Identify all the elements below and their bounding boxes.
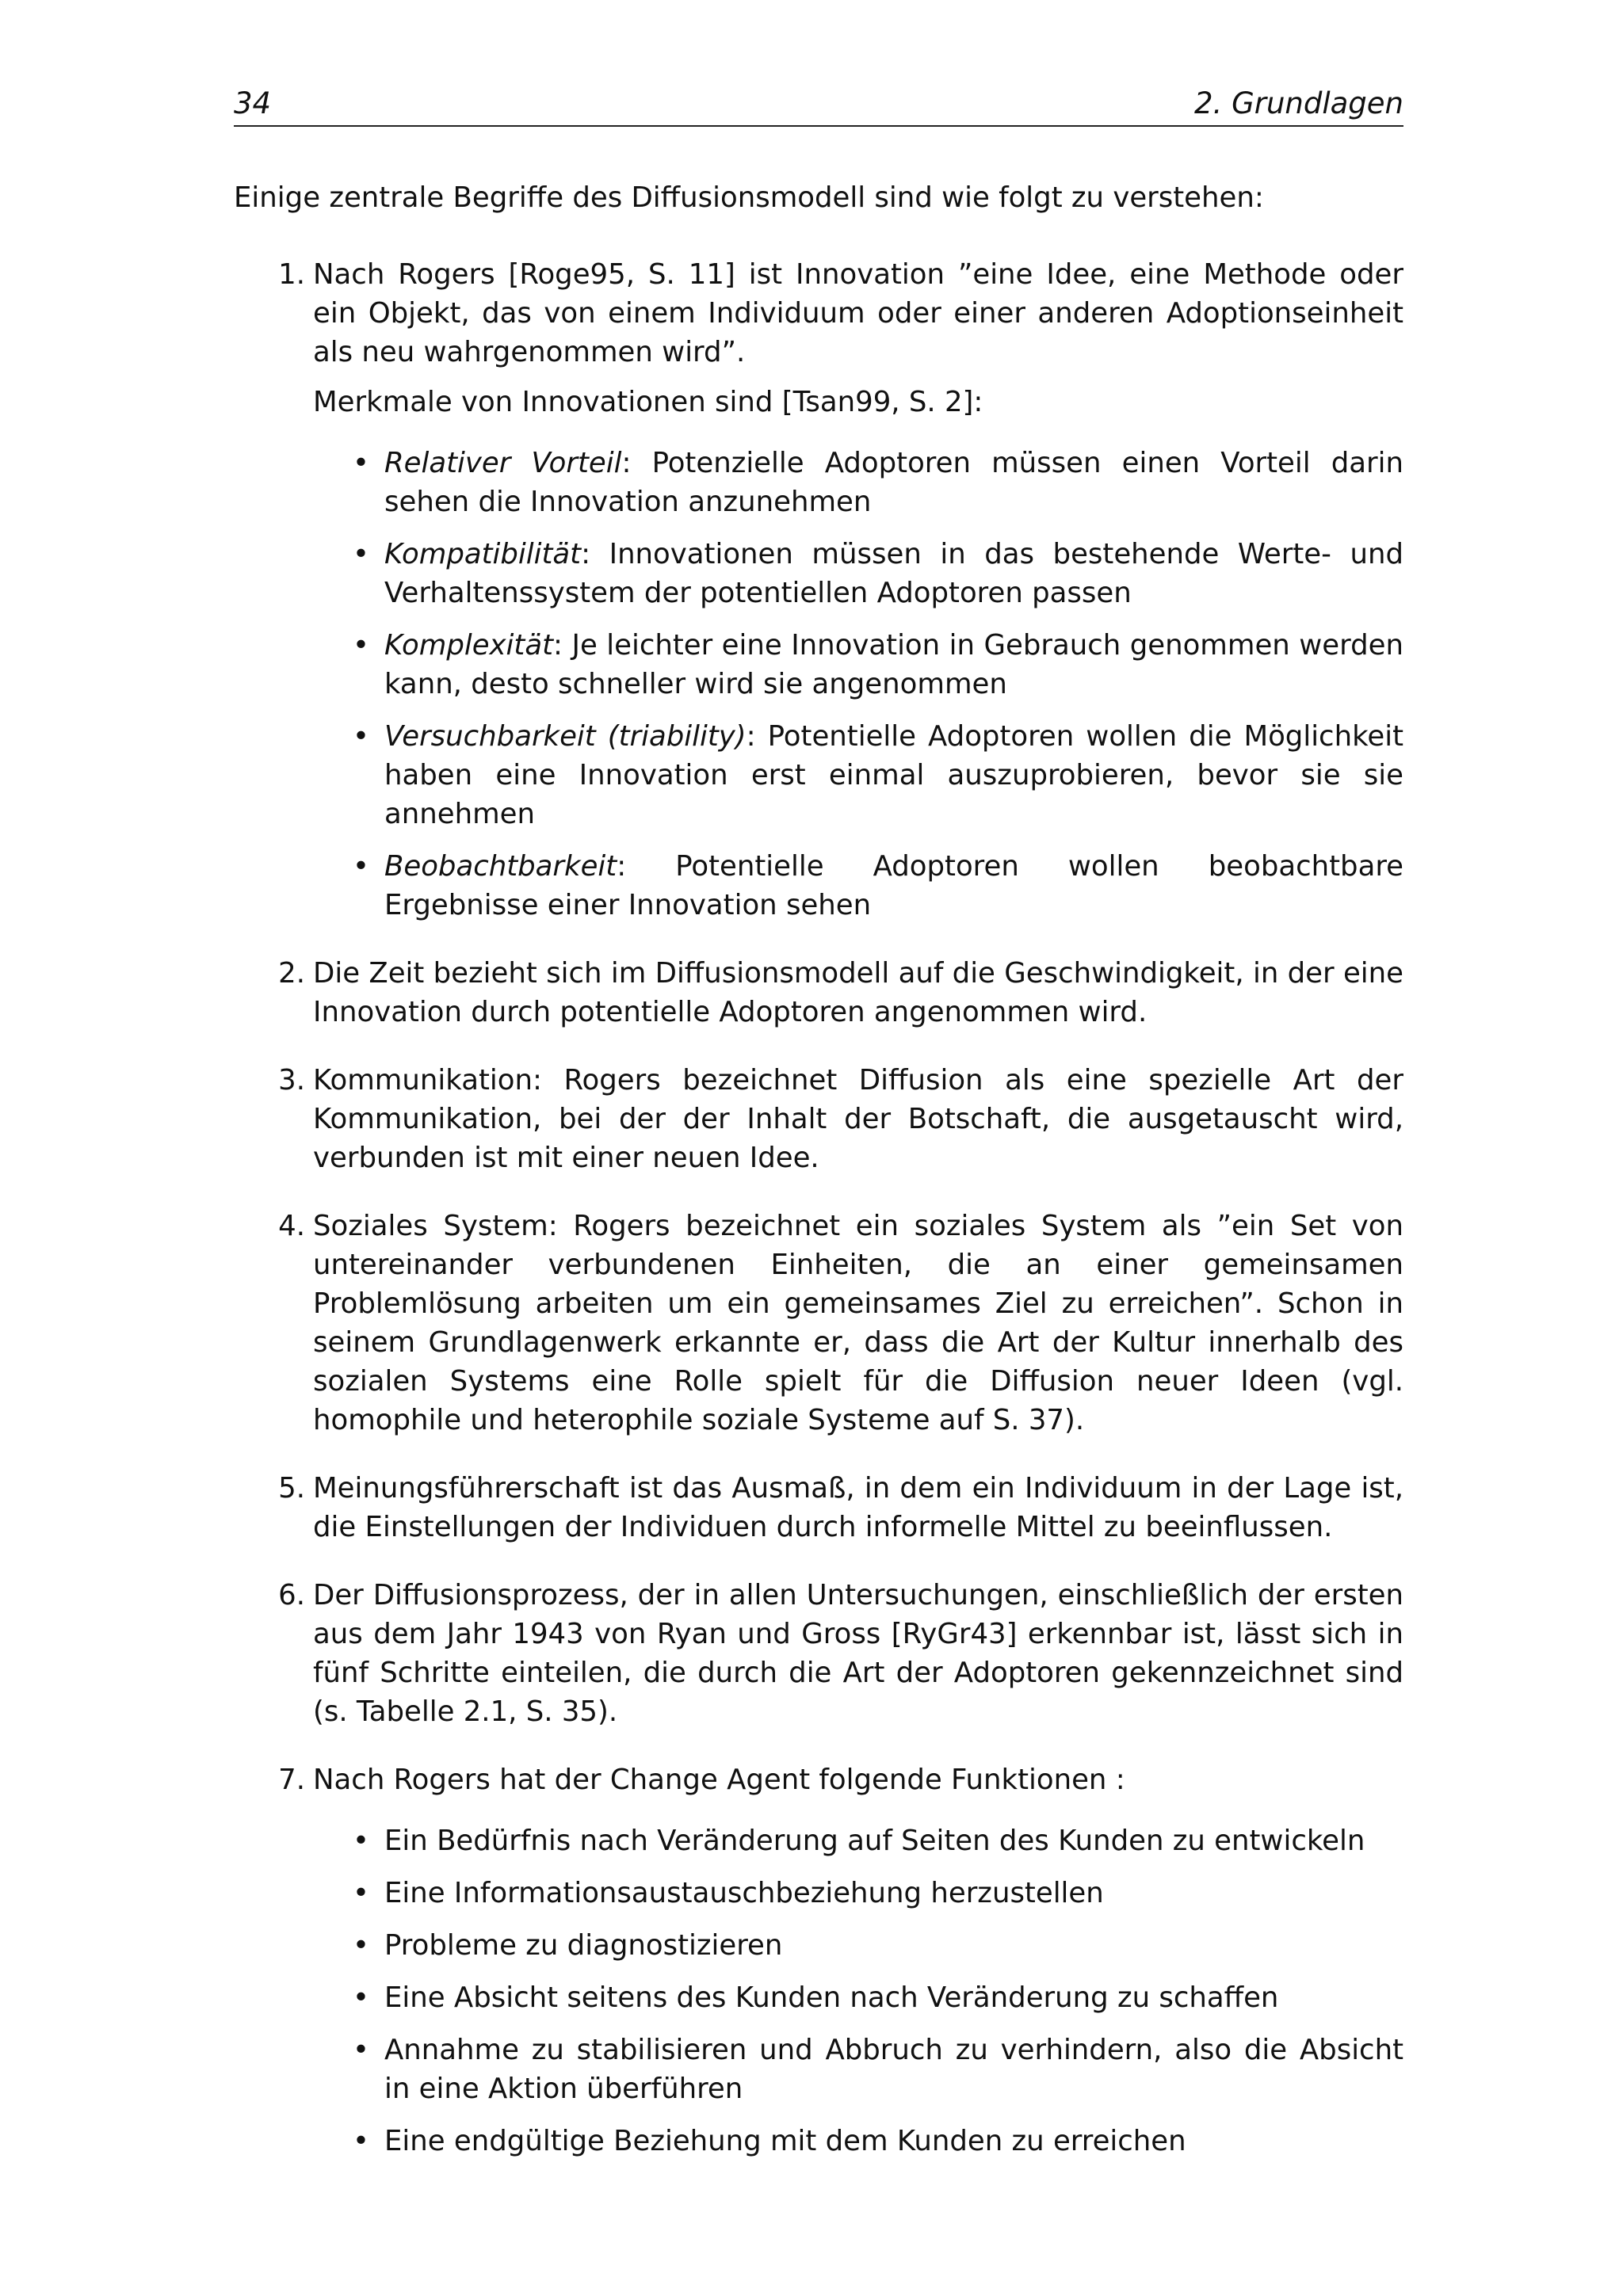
term: Versuchbarkeit (triability) [384,720,747,753]
bullet-text: Eine Absicht seitens des Kunden nach Veränderung zu schaffen [384,1981,1279,2014]
bullet-icon: • [353,629,369,662]
bullet-icon: • [353,1877,369,1909]
list-item [234,954,1403,1032]
bullet-item [313,2031,1403,2108]
list-item [234,1061,1403,1177]
bullet-item [313,535,1403,612]
item-number: 2. [278,957,305,990]
list-item [234,1207,1403,1440]
bullet-icon: • [353,538,369,570]
item-number: 4. [278,1210,305,1242]
bullet-icon: • [353,1981,369,2014]
item-number: 5. [278,1472,305,1505]
term: Komplexität [384,629,554,662]
bullet-list [313,1821,1403,2161]
item-number: 3. [278,1064,305,1097]
bullet-icon: • [353,2034,369,2066]
bullet-text: Annahme zu stabilisieren und Abbruch zu verhindern, also die Absicht in eine Aktion überführen [384,2034,1403,2105]
item-text: Der Diffusionsprozess, der in allen Untersuchungen, einschließlich der ersten aus dem Jahr 1943 von Ryan und Gross [RyGr43] erkennbar ist, lässt sich in fünf Schritte einteilen, die durch die Art der Adoptoren gekennzeichnet sind (s. Tabelle 2.1, S. 35). [313,1579,1403,1728]
term: Beobachtbarkeit [384,850,617,883]
bullet-item [313,2122,1403,2161]
page-body [234,178,1403,2190]
bullet-icon: • [353,850,369,883]
page-number: 34 [234,86,272,120]
bullet-list [313,444,1403,925]
list-item [234,1469,1403,1547]
bullet-text: Eine endgültige Beziehung mit dem Kunden zu erreichen [384,2125,1186,2157]
item-number: 7. [278,1764,305,1796]
bullet-text: : Innovationen müssen in das bestehende Werte- und Verhaltenssystem der potentiellen Adoptoren passen [384,538,1403,609]
definition-list [234,255,1403,2161]
bullet-icon: • [353,447,369,479]
item-number: 6. [278,1579,305,1611]
bullet-text: : Potentielle Adoptoren wollen die Möglichkeit haben eine Innovation erst einmal auszuprobieren, bevor sie sie annehmen [384,720,1403,830]
term: Kompatibilität [384,538,582,570]
bullet-text: Eine Informationsaustauschbeziehung herzustellen [384,1877,1104,1909]
sub-intro: Merkmale von Innovationen sind [Tsan99, S. 2]: [313,386,983,418]
item-text: Kommunikation: Rogers bezeichnet Diffusion als eine spezielle Art der Kommunikation, bei der der Inhalt der Botschaft, die ausgetauscht wird, verbunden ist mit einer neuen Idee. [313,1064,1403,1174]
bullet-item [313,717,1403,833]
bullet-item [313,1821,1403,1860]
term: Relativer Vorteil [384,447,622,479]
chapter-title: 2. Grundlagen [1194,86,1403,120]
bullet-item [313,626,1403,704]
bullet-text: Probleme zu diagnostizieren [384,1929,783,1962]
intro-paragraph: Einige zentrale Begriffe des Diffusionsmodell sind wie folgt zu verstehen: [234,181,1264,214]
bullet-icon: • [353,1929,369,1962]
list-item [234,1576,1403,1731]
item-number: 1. [278,258,305,291]
bullet-item [313,1978,1403,2017]
bullet-icon: • [353,720,369,753]
bullet-text: : Je leichter eine Innovation in Gebrauch genommen werden kann, desto schneller wird sie angenommen [384,629,1403,700]
bullet-icon: • [353,2125,369,2157]
item-text: Die Zeit bezieht sich im Diffusionsmodell auf die Geschwindigkeit, in der eine Innovation durch potentielle Adoptoren angenommen wird. [313,957,1403,1028]
bullet-text: : Potenzielle Adoptoren müssen einen Vorteil darin sehen die Innovation anzunehmen [384,447,1403,518]
bullet-icon: • [353,1825,369,1857]
bullet-text: Ein Bedürfnis nach Veränderung auf Seiten des Kunden zu entwickeln [384,1825,1365,1857]
bullet-text: : Potentielle Adoptoren wollen beobachtbare Ergebnisse einer Innovation sehen [384,850,1403,921]
list-item [234,1760,1403,2161]
page-header [234,82,1403,127]
item-text: Nach Rogers hat der Change Agent folgende Funktionen : [313,1764,1125,1796]
list-item [234,255,1403,925]
bullet-item [313,444,1403,521]
item-text: Meinungsführerschaft ist das Ausmaß, in dem ein Individuum in der Lage ist, die Einstellungen der Individuen durch informelle Mittel zu beeinflussen. [313,1472,1403,1543]
bullet-item [313,1926,1403,1965]
bullet-item [313,847,1403,925]
item-text: Soziales System: Rogers bezeichnet ein soziales System als ”ein Set von untereinander verbundenen Einheiten, die an einer gemeinsamen Problemlösung arbeiten um ein gemeinsames Ziel zu erreichen”. Schon in seinem Grundlagenwerk erkannte er, dass die Art der Kultur innerhalb des sozialen Systems eine Rolle spielt für die Diffusion neuer Ideen (vgl. homophile und heterophile soziale Systeme auf S. 37). [313,1210,1403,1436]
item-text: Nach Rogers [Roge95, S. 11] ist Innovation ”eine Idee, eine Methode oder ein Objekt, das von einem Individuum oder einer anderen Adoptionseinheit als neu wahrgenommen wird”. [313,258,1403,368]
bullet-item [313,1874,1403,1913]
